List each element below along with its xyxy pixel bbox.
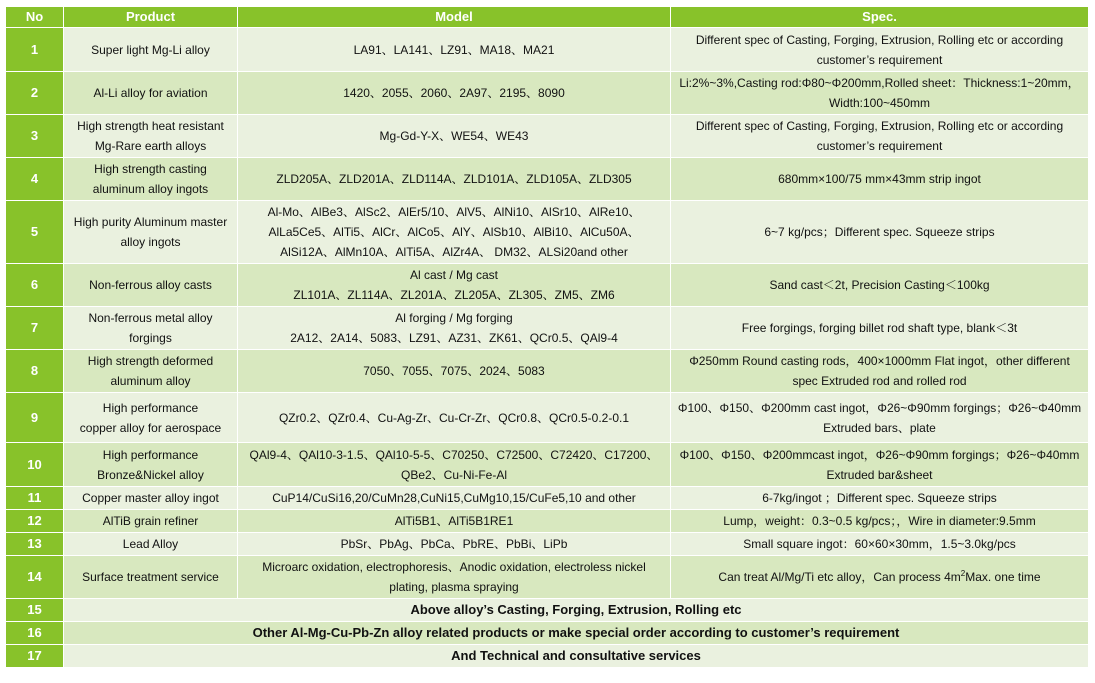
product-cell: Non-ferrous metal alloy forgings xyxy=(64,307,238,350)
product-cell: High strength casting aluminum alloy ingots xyxy=(64,158,238,201)
model-cell: QZr0.2、QZr0.4、Cu-Ag-Zr、Cu-Cr-Zr、QCr0.8、QCr0.5-0.2-0.1 xyxy=(238,393,671,443)
spec-cell: Small square ingot：60×60×30mm，1.5~3.0kg/pcs xyxy=(671,533,1089,556)
product-cell: Surface treatment service xyxy=(64,556,238,599)
product-cell: High performance copper alloy for aerospace xyxy=(64,393,238,443)
model-cell: LA91、LA141、LZ91、MA18、MA21 xyxy=(238,28,671,72)
header-row xyxy=(6,7,1089,28)
row-number: 3 xyxy=(6,115,64,158)
table-row xyxy=(6,201,1089,264)
row-number: 5 xyxy=(6,201,64,264)
table-row xyxy=(6,350,1089,393)
model-cell: AlTi5B1、AlTi5B1RE1 xyxy=(238,510,671,533)
header-product: Product xyxy=(64,7,238,28)
table-row xyxy=(6,510,1089,533)
row-number: 1 xyxy=(6,28,64,72)
header-spec: Spec. xyxy=(671,7,1089,28)
spec-text-a: Can treat Al/Mg/Ti etc alloy，Can process 4m xyxy=(718,570,961,584)
table-row xyxy=(6,158,1089,201)
spec-cell: 6-7kg/ingot ；Different spec. Squeeze strips xyxy=(671,487,1089,510)
model-cell: ZLD205A、ZLD201A、ZLD114A、ZLD101A、ZLD105A、ZLD305 xyxy=(238,158,671,201)
row-number: 17 xyxy=(6,645,64,668)
model-cell: 7050、7055、7075、2024、5083 xyxy=(238,350,671,393)
row-number: 8 xyxy=(6,350,64,393)
spec-text-b: Max. one time xyxy=(965,570,1041,584)
table-row xyxy=(6,393,1089,443)
summary-text: And Technical and consultative services xyxy=(64,645,1089,668)
header-model: Model xyxy=(238,7,671,28)
spec-cell xyxy=(671,556,1089,599)
row-number: 16 xyxy=(6,622,64,645)
table-row xyxy=(6,487,1089,510)
model-cell: Al-Mo、AlBe3、AlSc2、AlEr5/10、AlV5、AlNi10、AlSr10、AlRe10、 AlLa5Ce5、AlTi5、AlCr、AlCo5、AlY、AlSb10、AlBi10、AlCu50A、 AlSi12A、AlMn10A、AlTi5A、AlZr4A、 DM32、ALSi20and other xyxy=(238,201,671,264)
model-cell: Al cast / Mg cast ZL101A、ZL114A、ZL201A、ZL205A、ZL305、ZM5、ZM6 xyxy=(238,264,671,307)
spec-cell: 680mm×100/75 mm×43mm strip ingot xyxy=(671,158,1089,201)
product-cell: AlTiB grain refiner xyxy=(64,510,238,533)
table-row xyxy=(6,264,1089,307)
product-cell: High strength heat resistant Mg-Rare earth alloys xyxy=(64,115,238,158)
model-cell: 1420、2055、2060、2A97、2195、8090 xyxy=(238,72,671,115)
model-cell: Al forging / Mg forging 2A12、2A14、5083、LZ91、AZ31、ZK61、QCr0.5、QAl9-4 xyxy=(238,307,671,350)
summary-row xyxy=(6,599,1089,622)
product-cell: Lead Alloy xyxy=(64,533,238,556)
spec-cell: Lump，weight：0.3~0.5 kg/pcs；，Wire in diameter:9.5mm xyxy=(671,510,1089,533)
product-spec-table xyxy=(5,6,1089,668)
product-cell: High strength deformed aluminum alloy xyxy=(64,350,238,393)
spec-cell: Free forgings, forging billet rod shaft type, blank＜3t xyxy=(671,307,1089,350)
spec-cell: Sand cast＜2t, Precision Casting＜100kg xyxy=(671,264,1089,307)
row-number: 15 xyxy=(6,599,64,622)
table-row xyxy=(6,443,1089,487)
table-row xyxy=(6,307,1089,350)
model-cell: QAl9-4、QAl10-3-1.5、QAl10-5-5、C70250、C72500、C72420、C17200、 QBe2、Cu-Ni-Fe-Al xyxy=(238,443,671,487)
row-number: 9 xyxy=(6,393,64,443)
table-row xyxy=(6,115,1089,158)
product-cell: Al-Li alloy for aviation xyxy=(64,72,238,115)
spec-superscript: 2 xyxy=(960,569,966,578)
table-row xyxy=(6,72,1089,115)
row-number: 11 xyxy=(6,487,64,510)
product-cell: Copper master alloy ingot xyxy=(64,487,238,510)
product-cell: High performance Bronze&Nickel alloy xyxy=(64,443,238,487)
table-row xyxy=(6,533,1089,556)
model-cell: CuP14/CuSi16,20/CuMn28,CuNi15,CuMg10,15/CuFe5,10 and other xyxy=(238,487,671,510)
model-cell: Microarc oxidation, electrophoresis、Anodic oxidation, electroless nickel plating, plasma spraying xyxy=(238,556,671,599)
product-cell: High purity Aluminum master alloy ingots xyxy=(64,201,238,264)
header-no: No xyxy=(6,7,64,28)
table-row xyxy=(6,28,1089,72)
model-cell: Mg-Gd-Y-X、WE54、WE43 xyxy=(238,115,671,158)
row-number: 4 xyxy=(6,158,64,201)
spec-cell: Φ250mm Round casting rods，400×1000mm Flat ingot，other different spec Extruded rod and rolled rod xyxy=(671,350,1089,393)
row-number: 6 xyxy=(6,264,64,307)
row-number: 10 xyxy=(6,443,64,487)
spec-cell: Φ100、Φ150、Φ200mmcast ingot，Φ26~Φ90mm forgings；Φ26~Φ40mm Extruded bar&sheet xyxy=(671,443,1089,487)
summary-row xyxy=(6,645,1089,668)
row-number: 13 xyxy=(6,533,64,556)
model-cell: PbSr、PbAg、PbCa、PbRE、PbBi、LiPb xyxy=(238,533,671,556)
row-number: 14 xyxy=(6,556,64,599)
product-cell: Non-ferrous alloy casts xyxy=(64,264,238,307)
row-number: 12 xyxy=(6,510,64,533)
spec-cell: Different spec of Casting, Forging, Extrusion, Rolling etc or according customer’s requirement xyxy=(671,28,1089,72)
spec-cell: Different spec of Casting, Forging, Extrusion, Rolling etc or according customer’s requirement xyxy=(671,115,1089,158)
summary-text: Other Al-Mg-Cu-Pb-Zn alloy related products or make special order according to customer’s requirement xyxy=(64,622,1089,645)
summary-text: Above alloy’s Casting, Forging, Extrusion, Rolling etc xyxy=(64,599,1089,622)
product-cell: Super light Mg-Li alloy xyxy=(64,28,238,72)
row-number: 2 xyxy=(6,72,64,115)
spec-cell: 6~7 kg/pcs；Different spec. Squeeze strips xyxy=(671,201,1089,264)
table-row xyxy=(6,556,1089,599)
spec-cell: Li:2%~3%,Casting rod:Φ80~Φ200mm,Rolled sheet：Thickness:1~20mm， Width:100~450mm xyxy=(671,72,1089,115)
spec-cell: Φ100、Φ150、Φ200mm cast ingot，Φ26~Φ90mm forgings；Φ26~Φ40mm Extruded bars、plate xyxy=(671,393,1089,443)
summary-row xyxy=(6,622,1089,645)
row-number: 7 xyxy=(6,307,64,350)
